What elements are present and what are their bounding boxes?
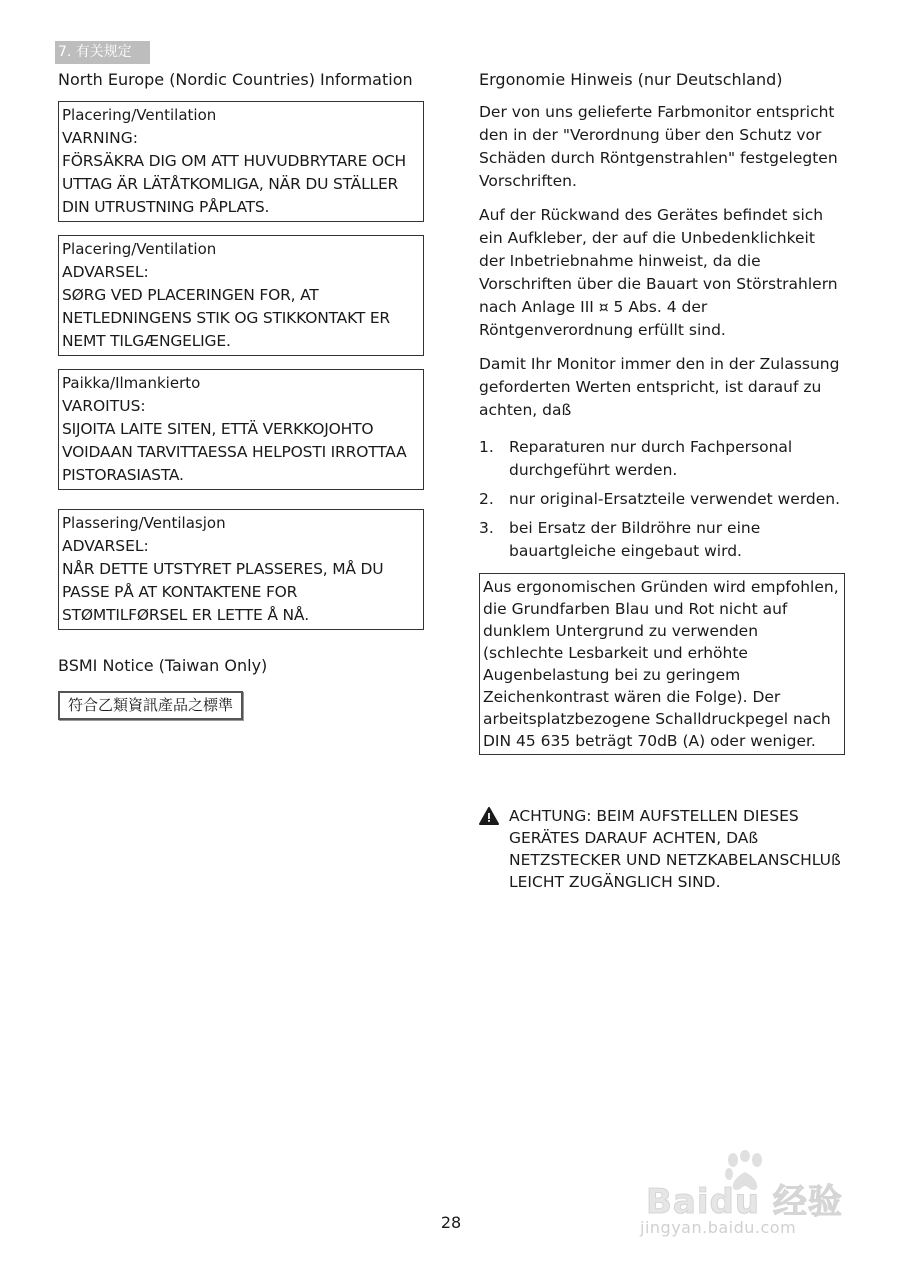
warning-word: VARNING: bbox=[62, 129, 138, 147]
warning-box-swedish bbox=[58, 101, 424, 222]
list-text: Reparaturen nur durch Fachpersonal durchgeführt werden. bbox=[509, 438, 793, 479]
nordic-heading: North Europe (Nordic Countries) Information bbox=[58, 70, 413, 89]
achtung-warning bbox=[479, 805, 845, 893]
right-column bbox=[479, 68, 845, 893]
ergonomic-note-box: Aus ergonomischen Gründen wird empfohlen, die Grundfarben Blau und Rot nicht auf dunklem Untergrund zu verwenden (schlechte Lesbarkeit und erhöhte Augenbelastung bei zu geringem Zeichenkontrast wären die Folge). Der arbeitsplatzbezogene Schalldruckpegel nach DIN 45 635 beträgt 70dB (A) oder weniger. bbox=[479, 573, 845, 755]
bsmi-label-box: 符合乙類資訊產品之標準 bbox=[58, 691, 243, 720]
warning-text: SØRG VED PLACERINGEN FOR, AT NETLEDNINGENS STIK OG STIKKONTAKT ER NEMT TILGÆNGELIGE. bbox=[62, 286, 390, 350]
list-number: 2. bbox=[479, 490, 494, 508]
warning-text: NÅR DETTE UTSTYRET PLASSERES, MÅ DU PASSE PÅ AT KONTAKTENE FOR STØMTILFØRSEL ER LETTE Å NÅ. bbox=[62, 560, 384, 624]
warning-text: SIJOITA LAITE SITEN, ETTÄ VERKKOJOHTO VOIDAAN TARVITTAESSA HELPOSTI IRROTTAA PISTORASIASTA. bbox=[62, 420, 407, 484]
list-number: 3. bbox=[479, 519, 494, 537]
watermark-brand: Baidu 经验 bbox=[646, 1182, 843, 1222]
warning-word: VAROITUS: bbox=[62, 397, 146, 415]
paragraph: Der von uns gelieferte Farbmonitor entspricht den in der "Verordnung über den Schutz vor Schäden durch Röntgenstrahlen" festgelegten Vorschriften. bbox=[479, 103, 838, 190]
placement-label: Placering/Ventilation bbox=[62, 240, 217, 258]
warning-box-danish bbox=[58, 235, 424, 356]
warning-word: ADVARSEL: bbox=[62, 537, 149, 555]
paragraph: Damit Ihr Monitor immer den in der Zulassung geforderten Werten entspricht, ist darauf zu achten, daß bbox=[479, 355, 840, 419]
requirements-list bbox=[479, 436, 845, 563]
list-item bbox=[479, 517, 845, 563]
paragraph: Auf der Rückwand des Gerätes befindet sich ein Aufkleber, der auf die Unbedenklichkeit der Inbetriebnahme hinweist, da die Vorschriften über die Bauart von Störstrahlern nach Anlage III ¤ 5 Abs. 4 der Röntgenverordnung erfüllt sind. bbox=[479, 206, 838, 339]
achtung-text: ACHTUNG: BEIM AUFSTELLEN DIESES GERÄTES DARAUF ACHTEN, DAß NETZSTECKER UND NETZKABELANSCHLUß LEICHT ZUGÄNGLICH SIND. bbox=[509, 807, 841, 891]
placement-label: Paikka/Ilmankierto bbox=[62, 374, 201, 392]
warning-triangle-icon bbox=[479, 807, 499, 825]
left-column bbox=[58, 68, 424, 720]
warning-word: ADVARSEL: bbox=[62, 263, 149, 281]
list-text: nur original-Ersatzteile verwendet werden. bbox=[509, 490, 841, 508]
ergonomie-heading: Ergonomie Hinweis (nur Deutschland) bbox=[479, 70, 783, 89]
page-number: 28 bbox=[440, 1213, 462, 1232]
baidu-watermark bbox=[640, 1150, 860, 1250]
list-item bbox=[479, 488, 845, 511]
placement-label: Plassering/Ventilasjon bbox=[62, 514, 226, 532]
section-tag: 7. 有关规定 bbox=[55, 41, 150, 64]
warning-text: FÖRSÄKRA DIG OM ATT HUVUDBRYTARE OCH UTTAG ÄR LÄTÅTKOMLIGA, NÄR DU STÄLLER DIN UTRUSTNING PÅPLATS. bbox=[62, 152, 406, 216]
list-number: 1. bbox=[479, 438, 494, 456]
placement-label: Placering/Ventilation bbox=[62, 106, 217, 124]
list-text: bei Ersatz der Bildröhre nur eine bauartgleiche eingebaut wird. bbox=[509, 519, 761, 560]
bsmi-heading: BSMI Notice (Taiwan Only) bbox=[58, 656, 268, 675]
warning-box-finnish bbox=[58, 369, 424, 490]
warning-box-norwegian bbox=[58, 509, 424, 630]
watermark-url: jingyan.baidu.com bbox=[640, 1218, 797, 1237]
list-item bbox=[479, 436, 845, 482]
